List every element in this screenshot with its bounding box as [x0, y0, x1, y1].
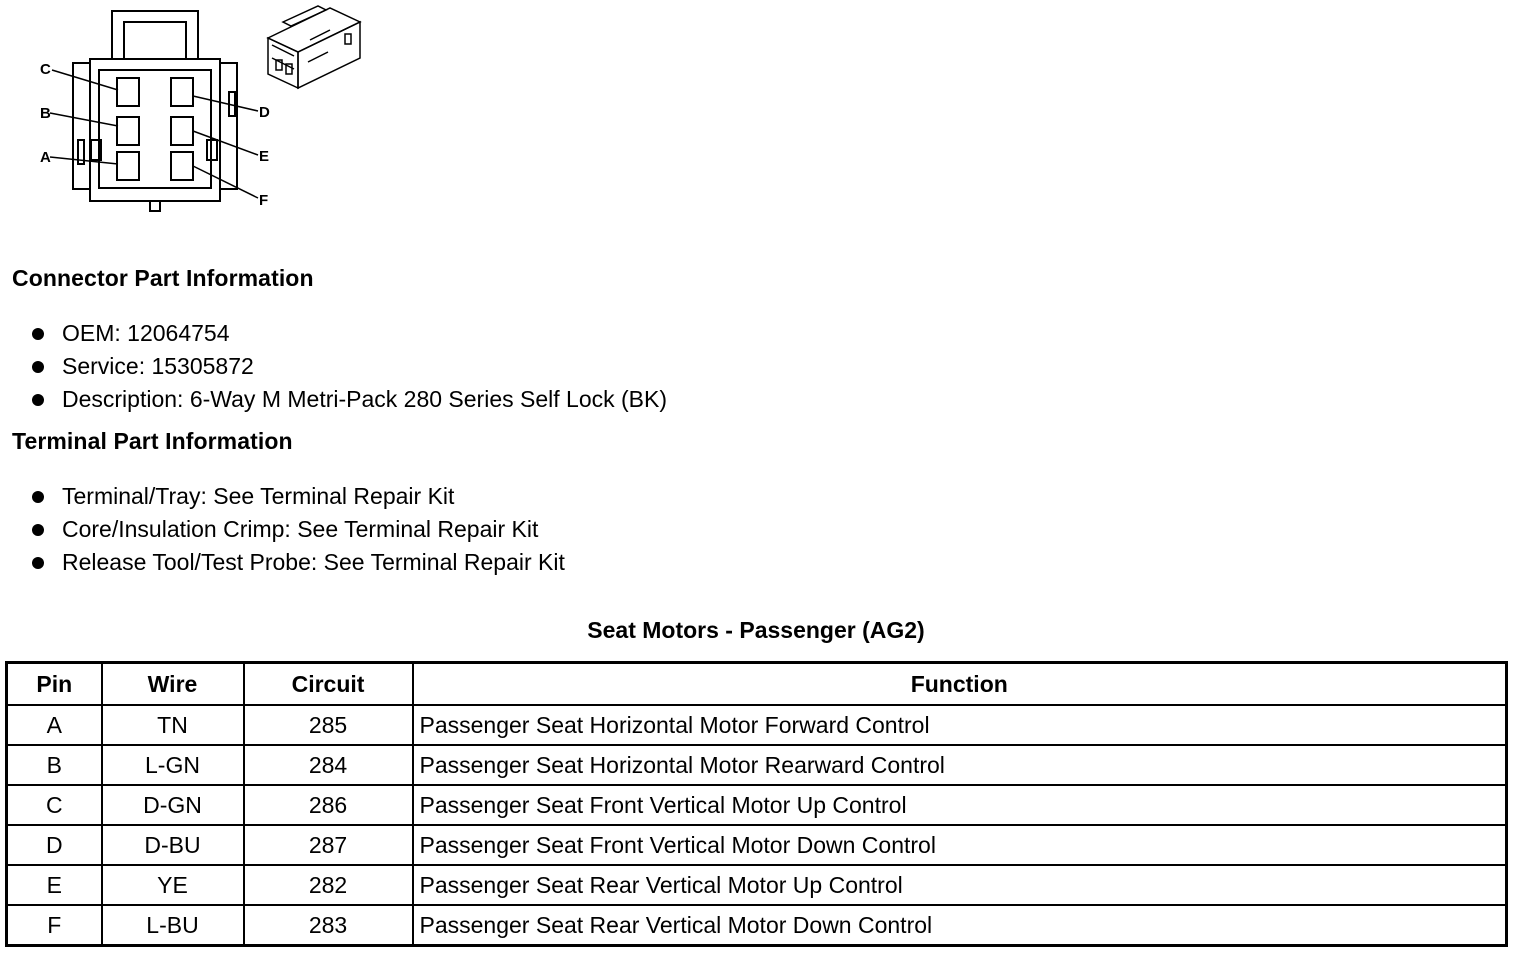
cell-pin: E — [7, 865, 102, 905]
terminal-tray-text: Terminal/Tray: See Terminal Repair Kit — [62, 483, 455, 509]
table-row — [7, 745, 1507, 785]
list-item — [28, 546, 565, 579]
cell-wire: YE — [102, 865, 244, 905]
cell-wire: TN — [102, 705, 244, 745]
table-row — [7, 705, 1507, 745]
list-item — [28, 513, 565, 546]
service-text: Service: 15305872 — [62, 353, 254, 379]
header-circuit: Circuit — [244, 663, 413, 706]
cavity-c — [117, 78, 139, 106]
list-item — [28, 480, 565, 513]
list-item — [28, 317, 667, 350]
cell-circuit: 286 — [244, 785, 413, 825]
cell-wire: L-BU — [102, 905, 244, 946]
cell-pin: D — [7, 825, 102, 865]
table-row — [7, 905, 1507, 946]
cavity-d — [171, 78, 193, 106]
cell-circuit: 283 — [244, 905, 413, 946]
pin-label-c: C — [40, 61, 51, 78]
cell-function: Passenger Seat Front Vertical Motor Down Control — [413, 825, 1507, 865]
cell-pin: B — [7, 745, 102, 785]
bullet-icon — [32, 491, 44, 503]
pin-label-b: B — [40, 105, 51, 122]
bullet-icon — [32, 394, 44, 406]
cell-wire: D-GN — [102, 785, 244, 825]
connector-body — [90, 59, 220, 201]
pin-label-d: D — [259, 104, 270, 121]
bullet-icon — [32, 557, 44, 569]
cell-circuit: 282 — [244, 865, 413, 905]
table-title: Seat Motors - Passenger (AG2) — [587, 617, 925, 643]
cell-function: Passenger Seat Rear Vertical Motor Up Control — [413, 865, 1507, 905]
cavity-f — [171, 152, 193, 180]
table-header-row — [7, 663, 1507, 706]
connector-info-list — [28, 317, 667, 416]
connector-info-heading: Connector Part Information — [12, 265, 314, 291]
cell-function: Passenger Seat Horizontal Motor Forward Control — [413, 705, 1507, 745]
terminal-info-heading: Terminal Part Information — [12, 428, 293, 454]
oem-text: OEM: 12064754 — [62, 320, 230, 346]
pin-label-f: F — [259, 192, 269, 209]
cell-circuit: 285 — [244, 705, 413, 745]
header-function: Function — [413, 663, 1507, 706]
terminal-info-list — [28, 480, 565, 579]
list-item — [28, 383, 667, 416]
crimp-text: Core/Insulation Crimp: See Terminal Repair Kit — [62, 516, 539, 542]
cell-circuit: 287 — [244, 825, 413, 865]
header-pin: Pin — [7, 663, 102, 706]
pinout-table — [5, 661, 1508, 947]
cell-function: Passenger Seat Front Vertical Motor Up Control — [413, 785, 1507, 825]
cavity-a — [117, 152, 139, 180]
connector-face-diagram — [0, 0, 380, 220]
cell-function: Passenger Seat Rear Vertical Motor Down Control — [413, 905, 1507, 946]
pin-label-e: E — [259, 148, 270, 165]
cell-wire: L-GN — [102, 745, 244, 785]
cell-pin: F — [7, 905, 102, 946]
connector-isometric-illustration — [268, 6, 360, 88]
cell-pin: C — [7, 785, 102, 825]
bullet-icon — [32, 524, 44, 536]
cell-circuit: 284 — [244, 745, 413, 785]
table-row — [7, 825, 1507, 865]
cavity-b — [117, 117, 139, 145]
bullet-icon — [32, 328, 44, 340]
cell-wire: D-BU — [102, 825, 244, 865]
cell-pin: A — [7, 705, 102, 745]
table-row — [7, 865, 1507, 905]
cavity-e — [171, 117, 193, 145]
description-text: Description: 6-Way M Metri-Pack 280 Series Self Lock (BK) — [62, 386, 667, 412]
list-item — [28, 350, 667, 383]
bullet-icon — [32, 361, 44, 373]
cell-function: Passenger Seat Horizontal Motor Rearward Control — [413, 745, 1507, 785]
header-wire: Wire — [102, 663, 244, 706]
table-row — [7, 785, 1507, 825]
release-tool-text: Release Tool/Test Probe: See Terminal Repair Kit — [62, 549, 565, 575]
pin-label-a: A — [40, 149, 51, 166]
